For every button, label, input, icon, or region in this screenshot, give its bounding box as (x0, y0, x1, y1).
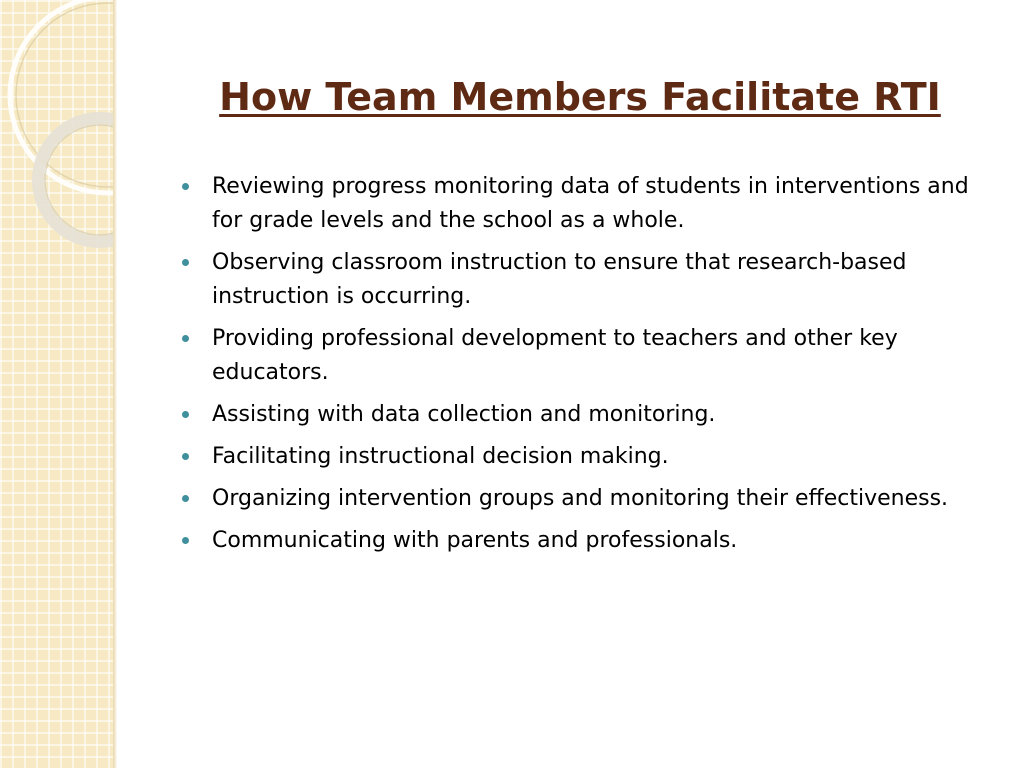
bullet-list (182, 170, 1002, 566)
bullet-item (182, 398, 1002, 432)
decorative-side-panel (0, 0, 113, 768)
side-panel-edge (113, 0, 117, 768)
bullet-marker-icon (182, 335, 189, 342)
bullet-text: Organizing intervention groups and monitoring their effectiveness. (212, 486, 949, 511)
bullet-item (182, 440, 1002, 474)
bullet-item (182, 170, 1002, 238)
bullet-marker-icon (182, 537, 189, 544)
bullet-item (182, 482, 1002, 516)
bullet-item (182, 246, 1002, 314)
bullet-marker-icon (182, 259, 189, 266)
bullet-text: Observing classroom instruction to ensure that research-based instruction is occurring. (212, 250, 907, 309)
bullet-text: Assisting with data collection and monitoring. (212, 402, 716, 427)
bullet-marker-icon (182, 411, 189, 418)
bullet-text: Communicating with parents and professionals. (212, 528, 738, 553)
bullet-marker-icon (182, 453, 189, 460)
decorative-rings (0, 0, 113, 768)
bullet-text: Facilitating instructional decision making. (212, 444, 669, 469)
bullet-marker-icon (182, 183, 189, 190)
slide-title: How Team Members Facilitate RTI (219, 75, 941, 119)
bullet-text: Providing professional development to teachers and other key educators. (212, 326, 898, 385)
bullet-text: Reviewing progress monitoring data of students in interventions and for grade levels and the school as a whole. (212, 174, 969, 233)
bullet-item (182, 524, 1002, 558)
bullet-item (182, 322, 1002, 390)
bullet-marker-icon (182, 495, 189, 502)
